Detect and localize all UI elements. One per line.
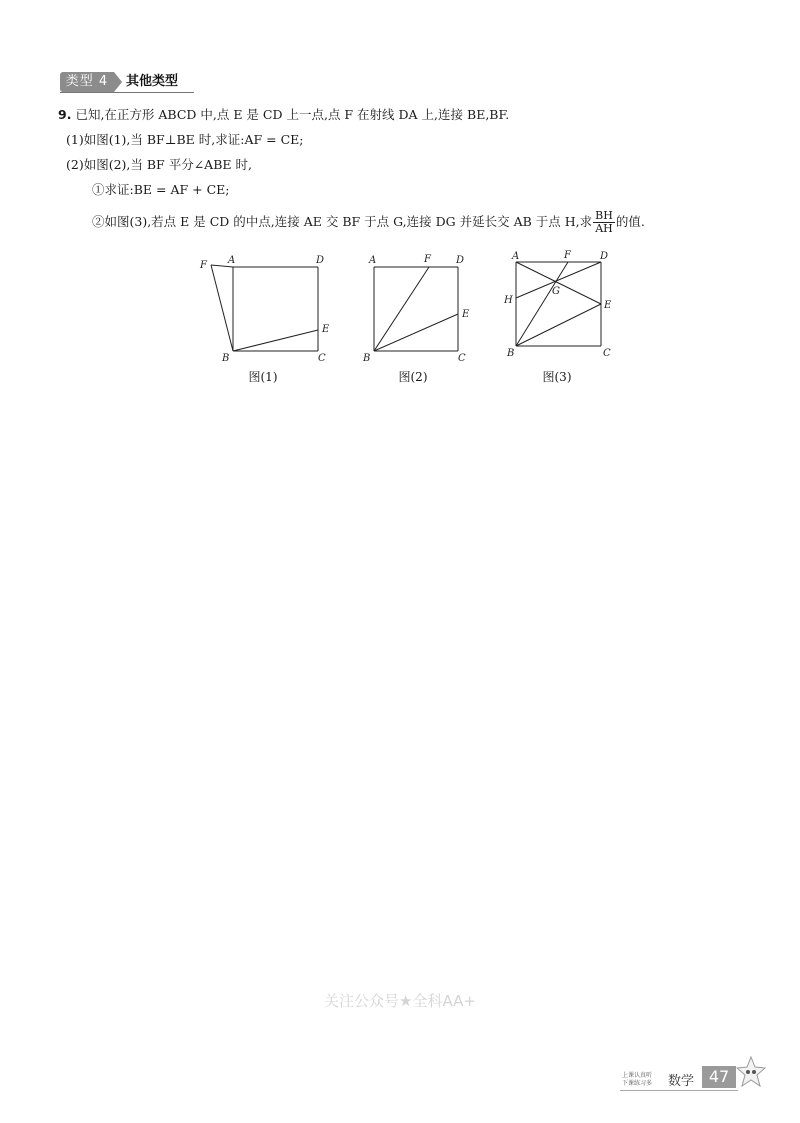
problem-part-2: (2)如图(2),当 BF 平分∠ABE 时, xyxy=(66,157,252,172)
page-number: 47 xyxy=(702,1066,736,1088)
section-header xyxy=(60,72,194,92)
fraction-denominator: AH xyxy=(595,222,613,235)
fig1-label-b: B xyxy=(222,353,230,364)
figure-3 xyxy=(500,248,630,368)
fig2-label-d: D xyxy=(456,255,465,266)
fig1-label-d: D xyxy=(316,255,325,266)
fig3-label-e: E xyxy=(604,300,612,311)
problem-part-2b-text: ②如图(3),若点 E 是 CD 的中点,连接 AE 交 BF 于点 G,连接 DG 并延长交 AB 于点 H,求 xyxy=(92,214,593,229)
footer-slogan-bottom: 下课练习多 xyxy=(622,1080,653,1087)
footer-slogan xyxy=(622,1072,652,1088)
fig3-segment-ae xyxy=(516,262,601,304)
fig1-segment-bf xyxy=(211,265,233,351)
figure-1-caption: 图(1) xyxy=(248,370,278,384)
fig2-label-b: B xyxy=(363,353,371,364)
figure-3-caption: 图(3) xyxy=(542,370,572,384)
fig3-label-h: H xyxy=(504,295,513,306)
fig3-label-f: F xyxy=(564,250,571,261)
fig3-label-d: D xyxy=(600,251,609,262)
fig3-label-c: C xyxy=(603,348,611,359)
fraction-numerator: BH xyxy=(595,209,613,222)
problem-stem xyxy=(58,105,509,125)
section-title: 其他类型 xyxy=(126,74,179,89)
problem-number: 9. xyxy=(58,107,72,122)
footer-subject: 数学 xyxy=(668,1074,695,1089)
fig1-label-c: C xyxy=(318,353,326,364)
figure-2 xyxy=(360,248,490,368)
fig3-label-b: B xyxy=(507,348,515,359)
fig2-label-a: A xyxy=(369,255,377,266)
fig3-label-g: G xyxy=(552,286,560,297)
footer-rule xyxy=(620,1090,738,1091)
problem-part-2b-tail: 的值. xyxy=(615,214,645,229)
section-underline xyxy=(60,92,194,93)
fig1-label-a: A xyxy=(228,255,236,266)
fig2-label-e: E xyxy=(462,309,470,320)
problem-stem-text: 已知,在正方形 ABCD 中,点 E 是 CD 上一点,点 F 在射线 DA 上,连接 BE,BF. xyxy=(75,107,510,122)
problem-part-2b xyxy=(92,210,645,235)
mascot-star-icon xyxy=(736,1056,766,1088)
section-tag-arrow xyxy=(114,72,122,92)
fig2-label-f: F xyxy=(424,254,431,265)
problem-part-1: (1)如图(1),当 BF⊥BE 时,求证:AF = CE; xyxy=(66,132,304,147)
fig1-label-e: E xyxy=(322,324,330,335)
fraction-bh-ah xyxy=(593,210,615,235)
watermark: 关注公众号★全科AA+ xyxy=(324,992,476,1010)
footer-slogan-top: 上课认真听 xyxy=(622,1072,653,1079)
fig2-label-c: C xyxy=(458,353,466,364)
fig3-label-a: A xyxy=(512,251,520,262)
problem-part-2a: ①求证:BE = AF + CE; xyxy=(92,182,230,197)
fig1-segment-be xyxy=(233,330,318,351)
figure-1 xyxy=(190,248,340,368)
section-tag: 类型 4 xyxy=(60,72,114,92)
figure-2-caption: 图(2) xyxy=(398,370,428,384)
fig1-label-f: F xyxy=(200,260,207,271)
